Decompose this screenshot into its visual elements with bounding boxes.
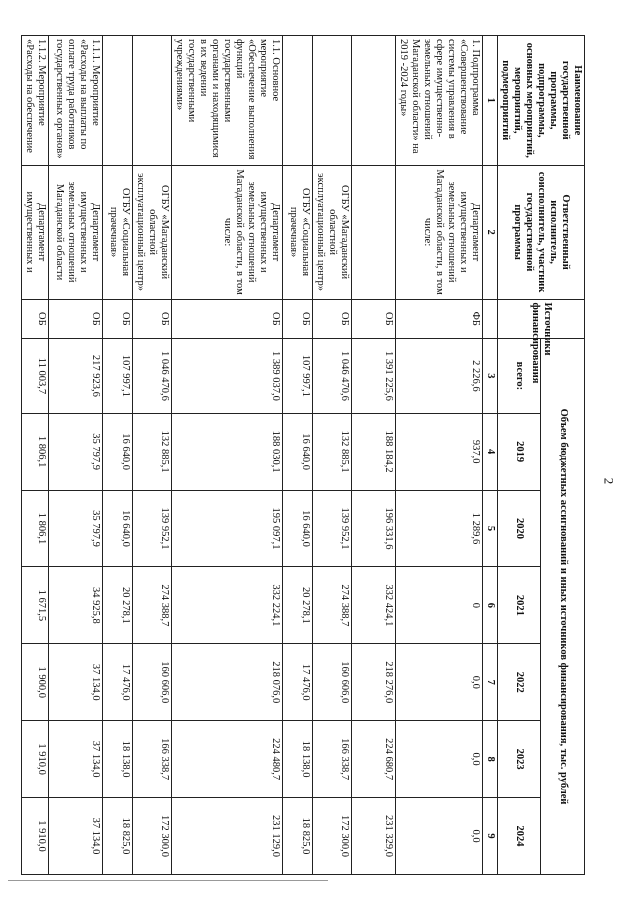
header-year: 2024 bbox=[498, 798, 542, 875]
row-source-cell: ОБ bbox=[49, 299, 103, 339]
row-responsible-cell: Департамент имущественных и земельных отношений Магаданской области bbox=[49, 165, 103, 299]
row-year-cell: 218 276,0 bbox=[352, 644, 396, 721]
row-year-cell: 37 134,0 bbox=[49, 644, 103, 721]
row-source-cell: ОБ bbox=[313, 299, 352, 339]
row-year-cell: 195 097,1 bbox=[172, 490, 283, 567]
table-row bbox=[103, 36, 133, 875]
table-row bbox=[283, 36, 313, 875]
index-cell: 7 bbox=[483, 644, 498, 721]
row-name-cell bbox=[103, 36, 133, 166]
row-responsible-cell bbox=[352, 165, 396, 299]
row-year-cell: 1 900,0 bbox=[22, 644, 49, 721]
row-responsible-cell: Департамент имущественных и земельных отношений Магаданской области, в том числе: bbox=[172, 165, 283, 299]
row-total-cell: 2 226,6 bbox=[396, 339, 483, 414]
table-row bbox=[133, 36, 172, 875]
footer-divider bbox=[8, 880, 328, 881]
row-total-cell: 1 391 225,6 bbox=[352, 339, 396, 414]
row-year-cell: 139 952,1 bbox=[133, 490, 172, 567]
table-row bbox=[172, 36, 283, 875]
table-row bbox=[313, 36, 352, 875]
row-name-cell: 1. Подпрограмма «Совершенствование системы управления в сфере имущественно-земельных отношений Магаданской области» на 2019 -2024 годы» bbox=[396, 36, 483, 166]
row-year-cell: 1 806,1 bbox=[22, 413, 49, 490]
row-name-cell bbox=[313, 36, 352, 166]
row-year-cell: 1 806,1 bbox=[22, 490, 49, 567]
header-budget-group: Объем бюджетных ассигнований и иных источников финансирования, тыс. рублей bbox=[541, 339, 585, 875]
header-source: Источники финансирования bbox=[498, 299, 585, 339]
row-year-cell: 166 338,7 bbox=[133, 721, 172, 798]
header-year: 2020 bbox=[498, 490, 542, 567]
row-year-cell: 0,0 bbox=[396, 644, 483, 721]
header-responsible: Ответственный исполнитель, соисполнитель, участник государственной программы bbox=[498, 165, 585, 299]
row-responsible-cell: ОГБУ «Магаданский областной эксплуатационный центр» bbox=[313, 165, 352, 299]
row-year-cell: 132 885,1 bbox=[313, 413, 352, 490]
row-responsible-cell: ОГБУ «Магаданский областной эксплуатационный центр» bbox=[133, 165, 172, 299]
row-source-cell: ОБ bbox=[103, 299, 133, 339]
row-total-cell: 217 923,6 bbox=[49, 339, 103, 414]
index-cell: 4 bbox=[483, 413, 498, 490]
row-name-cell bbox=[283, 36, 313, 166]
row-year-cell: 16 640,0 bbox=[283, 490, 313, 567]
row-responsible-cell: Департамент имущественных и bbox=[22, 165, 49, 299]
row-year-cell: 16 640,0 bbox=[103, 413, 133, 490]
row-year-cell: 172 300,0 bbox=[133, 798, 172, 875]
row-year-cell: 937,0 bbox=[396, 413, 483, 490]
row-responsible-cell: Департамент имущественных и земельных отношений Магаданской области, в том числе: bbox=[396, 165, 483, 299]
row-year-cell: 160 606,0 bbox=[133, 644, 172, 721]
row-source-cell: ОБ bbox=[172, 299, 283, 339]
page-number: 2 bbox=[601, 477, 617, 485]
row-responsible-cell: ОГБУ «Социальная прачечная» bbox=[283, 165, 313, 299]
row-year-cell: 196 331,6 bbox=[352, 490, 396, 567]
row-year-cell: 35 797,9 bbox=[49, 490, 103, 567]
row-name-cell: 1.1. Основное мероприятие «Обеспечение выполнения функций государственными органами и находящимися в их ведении государственными учреждениями» bbox=[172, 36, 283, 166]
row-year-cell: 16 640,0 bbox=[283, 413, 313, 490]
row-year-cell: 18 825,0 bbox=[283, 798, 313, 875]
row-year-cell: 34 925,8 bbox=[49, 567, 103, 644]
row-year-cell: 188 030,1 bbox=[172, 413, 283, 490]
row-year-cell: 20 278,1 bbox=[283, 567, 313, 644]
index-cell: 8 bbox=[483, 721, 498, 798]
row-year-cell: 18 138,0 bbox=[283, 721, 313, 798]
row-year-cell: 0,0 bbox=[396, 721, 483, 798]
row-year-cell: 35 797,9 bbox=[49, 413, 103, 490]
row-year-cell: 16 640,0 bbox=[103, 490, 133, 567]
header-year: 2023 bbox=[498, 721, 542, 798]
index-cell bbox=[483, 299, 498, 339]
row-year-cell: 224 480,7 bbox=[172, 721, 283, 798]
rotated-table-container bbox=[24, 35, 585, 875]
header-year: 2022 bbox=[498, 644, 542, 721]
row-year-cell: 0 bbox=[396, 567, 483, 644]
row-year-cell: 224 680,7 bbox=[352, 721, 396, 798]
index-row bbox=[483, 36, 498, 875]
row-year-cell: 172 300,0 bbox=[313, 798, 352, 875]
row-name-cell bbox=[133, 36, 172, 166]
row-name-cell bbox=[352, 36, 396, 166]
row-year-cell: 231 129,0 bbox=[172, 798, 283, 875]
index-cell: 5 bbox=[483, 490, 498, 567]
row-total-cell: 11 003,7 bbox=[22, 339, 49, 414]
row-responsible-cell: ОГБУ «Социальная прачечная» bbox=[103, 165, 133, 299]
row-year-cell: 132 885,1 bbox=[133, 413, 172, 490]
row-year-cell: 218 076,0 bbox=[172, 644, 283, 721]
row-year-cell: 160 606,0 bbox=[313, 644, 352, 721]
table-row bbox=[352, 36, 396, 875]
row-total-cell: 1 389 037,0 bbox=[172, 339, 283, 414]
index-cell: 1 bbox=[483, 36, 498, 166]
row-source-cell: ОБ bbox=[133, 299, 172, 339]
row-year-cell: 17 476,0 bbox=[103, 644, 133, 721]
table-body bbox=[22, 36, 483, 875]
row-total-cell: 1 046 470,6 bbox=[133, 339, 172, 414]
row-year-cell: 20 278,1 bbox=[103, 567, 133, 644]
row-source-cell: ОБ bbox=[283, 299, 313, 339]
row-year-cell: 332 224,1 bbox=[172, 567, 283, 644]
header-name: Наименование государственной программы, подпрограммы, основных мероприятий, мероприятий, подмероприятий bbox=[498, 36, 585, 166]
row-year-cell: 37 134,0 bbox=[49, 721, 103, 798]
budget-table bbox=[21, 35, 585, 875]
row-year-cell: 37 134,0 bbox=[49, 798, 103, 875]
row-year-cell: 139 952,1 bbox=[313, 490, 352, 567]
index-cell: 9 bbox=[483, 798, 498, 875]
row-source-cell: ОБ bbox=[352, 299, 396, 339]
index-cell: 2 bbox=[483, 165, 498, 299]
row-year-cell: 1 910,0 bbox=[22, 721, 49, 798]
row-name-cell: 1.1.2. Мероприятие «Расходы на обеспечение bbox=[22, 36, 49, 166]
row-year-cell: 231 329,0 bbox=[352, 798, 396, 875]
row-total-cell: 1 046 470,6 bbox=[313, 339, 352, 414]
row-year-cell: 0,0 bbox=[396, 798, 483, 875]
row-total-cell: 107 997,1 bbox=[103, 339, 133, 414]
row-year-cell: 1 289,6 bbox=[396, 490, 483, 567]
row-year-cell: 1 671,5 bbox=[22, 567, 49, 644]
row-year-cell: 1 910,0 bbox=[22, 798, 49, 875]
table-row bbox=[49, 36, 103, 875]
row-year-cell: 274 388,7 bbox=[133, 567, 172, 644]
header-year: 2019 bbox=[498, 413, 542, 490]
table-row bbox=[22, 36, 49, 875]
index-cell: 6 bbox=[483, 567, 498, 644]
index-cell: 3 bbox=[483, 339, 498, 414]
row-year-cell: 166 338,7 bbox=[313, 721, 352, 798]
row-year-cell: 18 138,0 bbox=[103, 721, 133, 798]
header-year: 2021 bbox=[498, 567, 542, 644]
row-year-cell: 17 476,0 bbox=[283, 644, 313, 721]
row-name-cell: 1.1.1. Мероприятие «Расходы на выплаты по оплате труда работников государственных органов» bbox=[49, 36, 103, 166]
table-row bbox=[396, 36, 483, 875]
row-source-cell: ОБ bbox=[22, 299, 49, 339]
row-year-cell: 332 424,1 bbox=[352, 567, 396, 644]
header-total: всего: bbox=[498, 339, 542, 414]
row-source-cell: ФБ bbox=[396, 299, 483, 339]
row-total-cell: 107 997,1 bbox=[283, 339, 313, 414]
row-year-cell: 18 825,0 bbox=[103, 798, 133, 875]
row-year-cell: 188 184,2 bbox=[352, 413, 396, 490]
row-year-cell: 274 388,7 bbox=[313, 567, 352, 644]
